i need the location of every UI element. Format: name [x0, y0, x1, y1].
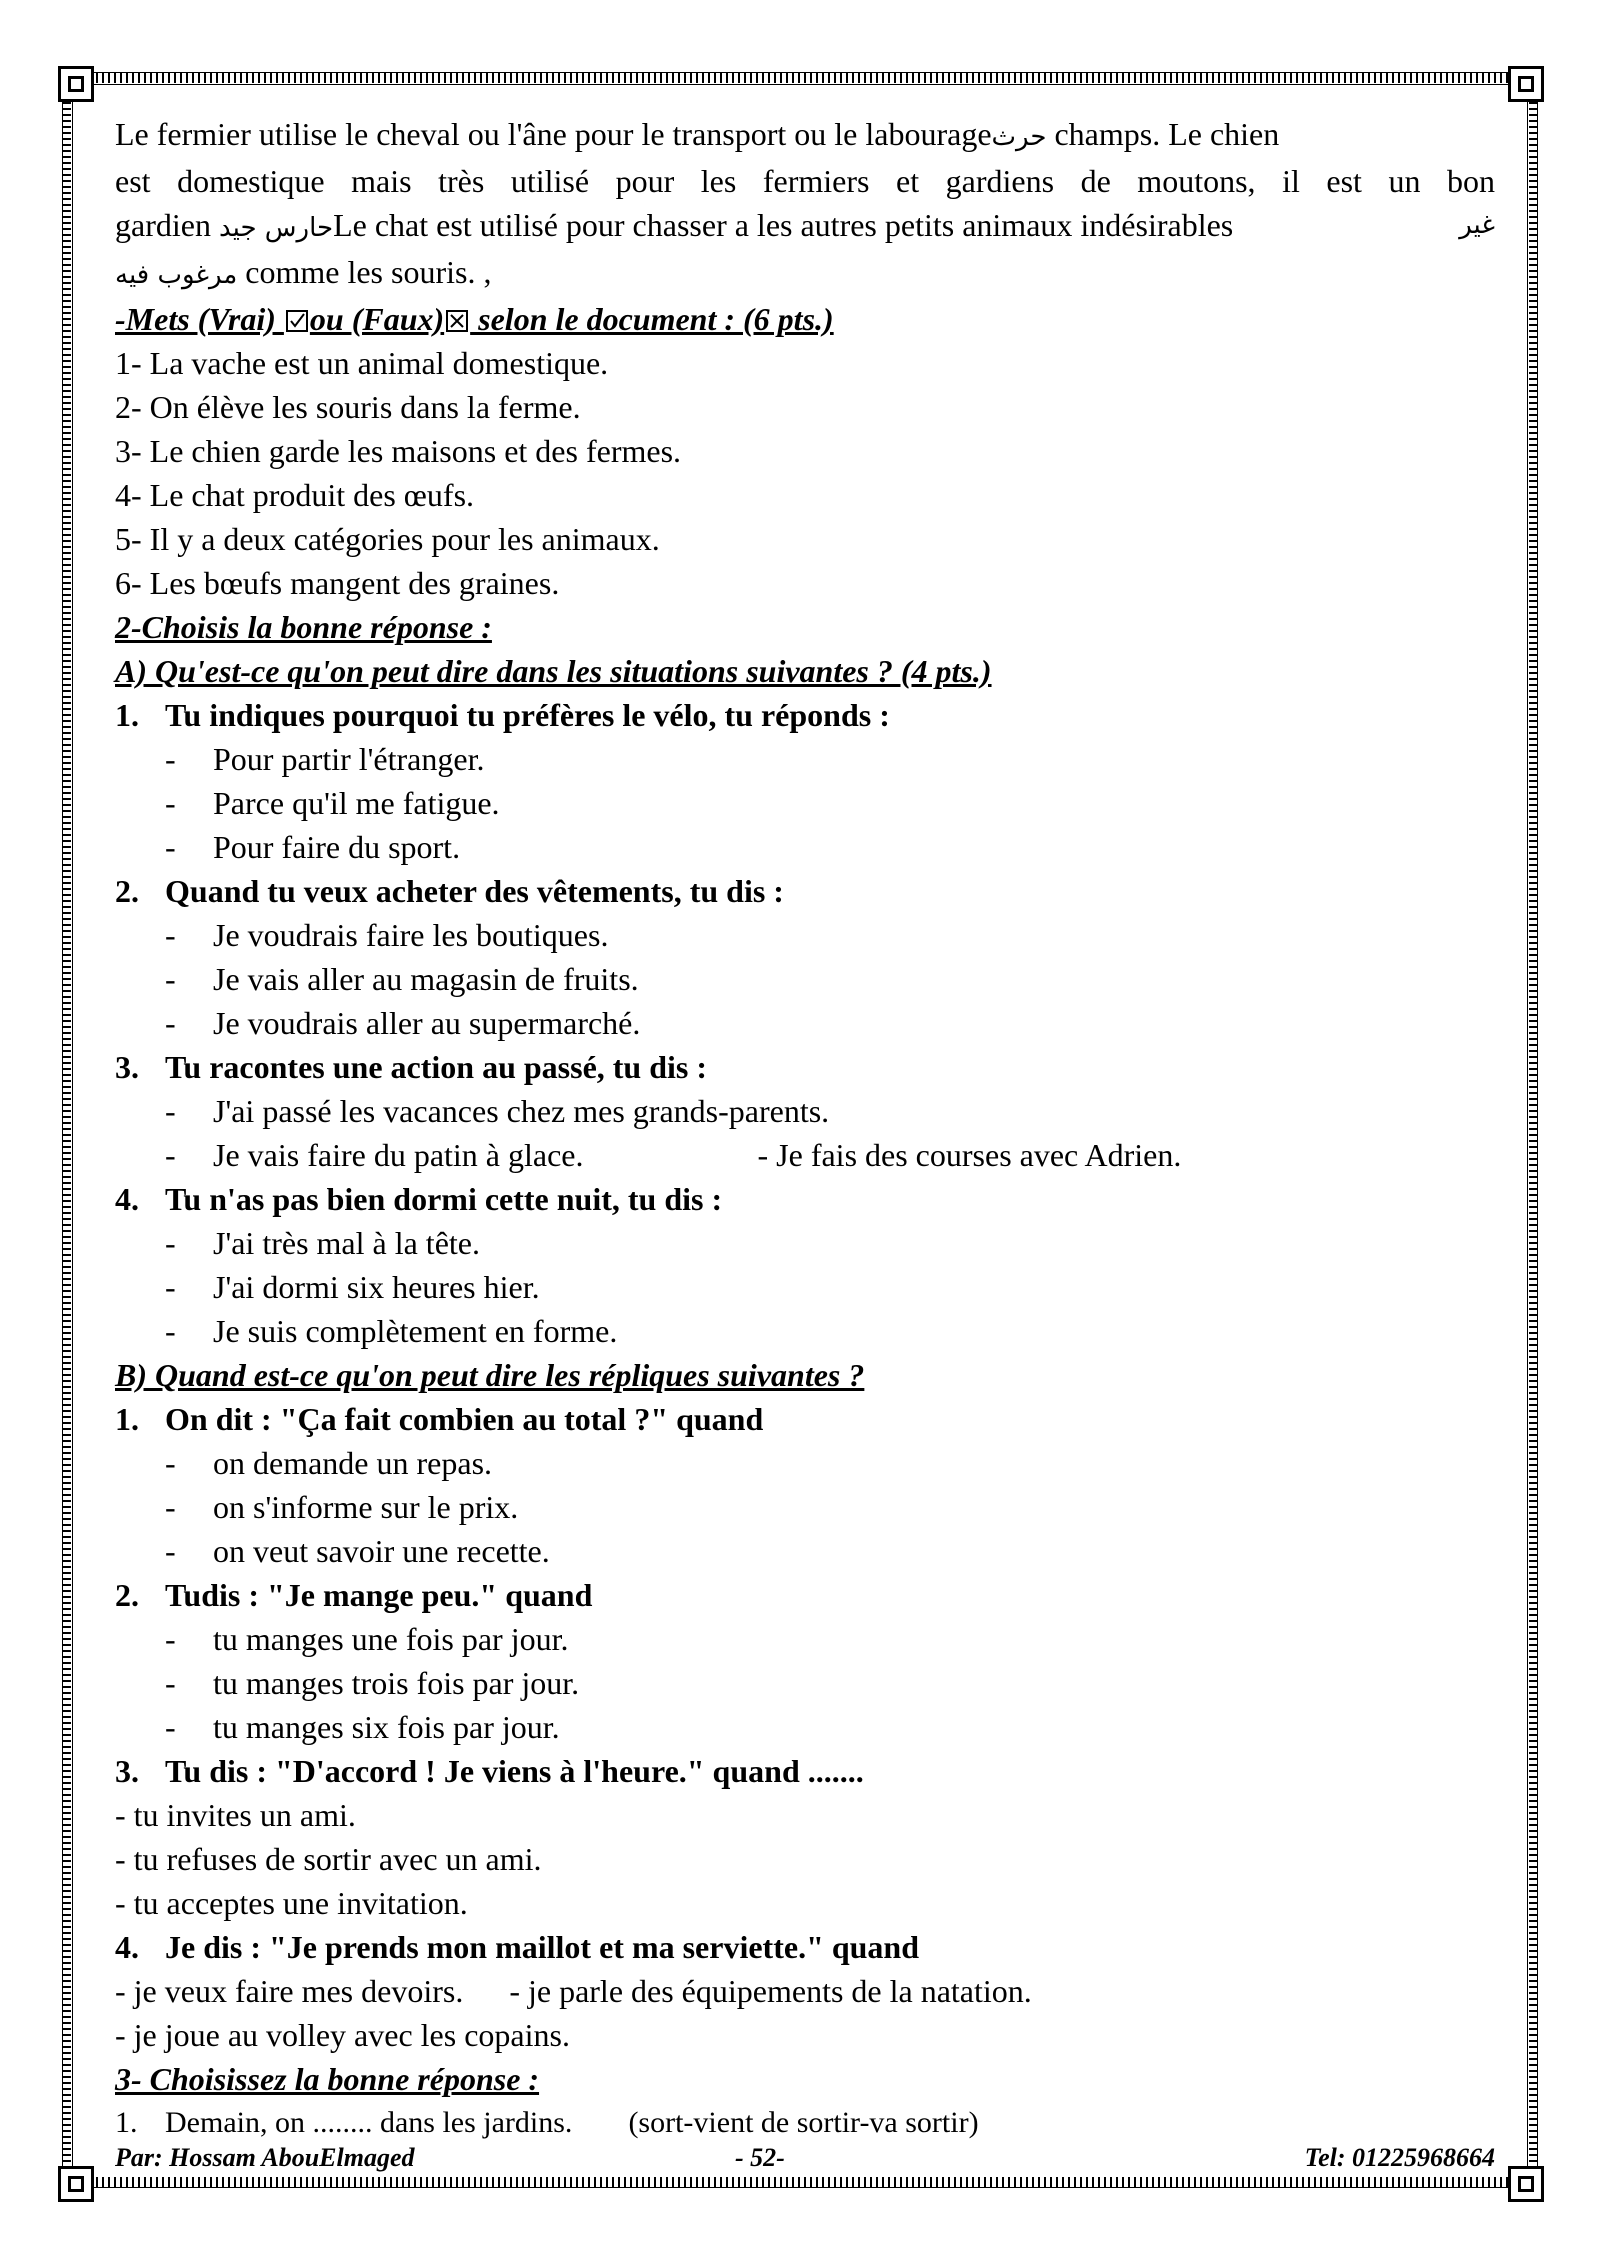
answer-option: - J'ai dormi six heures hier.	[165, 1269, 540, 1305]
answer-option: - Je suis complètement en forme.	[165, 1313, 618, 1349]
answer-option: - J'ai passé les vacances chez mes grands-parents.	[165, 1093, 830, 1129]
statement-item: 1- La vache est un animal domestique.	[115, 345, 609, 381]
statement-item: 4- Le chat produit des œufs.	[115, 477, 475, 513]
checkbox-true-icon	[286, 310, 308, 332]
answer-option: - tu manges six fois par jour.	[165, 1709, 560, 1745]
question-b3: 3. Tu dis : "D'accord ! Je viens à l'heure." quand .......	[115, 1753, 864, 1789]
question-a3: 3. Tu racontes une action au passé, tu dis :	[115, 1049, 708, 1085]
answer-option: - on s'informe sur le prix.	[165, 1489, 519, 1525]
answer-option: - Pour partir l'étranger.	[165, 741, 485, 777]
question-b2: 2. Tudis : "Je mange peu." quand	[115, 1577, 593, 1613]
section-3-title: 3- Choisissez la bonne réponse :	[115, 2061, 540, 2097]
section-2-title: 2-Choisis la bonne réponse :	[115, 609, 492, 645]
answer-option: - Je voudrais faire les boutiques.	[165, 917, 609, 953]
border-pattern-right	[1529, 98, 1537, 2168]
intro-line-2: est domestique mais très utilisé pour les fermiers et gardiens de moutons, il est un bon	[115, 163, 1495, 199]
answer-option: - on veut savoir une recette.	[165, 1533, 550, 1569]
question-a2: 2. Quand tu veux acheter des vêtements, tu dis :	[115, 873, 784, 909]
corner-ornament-bottom-right	[1508, 2166, 1544, 2202]
worksheet-content	[115, 112, 1495, 2145]
answer-option: - Je vais aller au magasin de fruits.	[165, 961, 639, 997]
intro-line-3: gardien حارس جيدLe chat est utilisé pour chasser a les autres petits animaux indésirables غير	[115, 207, 1495, 243]
statement-item: 5- Il y a deux catégories pour les animaux.	[115, 521, 660, 557]
answer-option: - je veux faire mes devoirs. - je parle des équipements de la natation.	[115, 1973, 1032, 2009]
answer-option: - Je vais faire du patin à glace. - Je fais des courses avec Adrien.	[165, 1137, 1182, 1173]
answer-option: - je joue au volley avec les copains.	[115, 2017, 570, 2053]
border-pattern-bottom	[90, 2177, 1510, 2187]
border-pattern-left	[63, 98, 71, 2168]
border-pattern-top	[90, 73, 1510, 83]
statement-item: 2- On élève les souris dans la ferme.	[115, 389, 581, 425]
footer-author: Par: Hossam AbouElmaged	[115, 2143, 415, 2172]
corner-ornament-top-right	[1508, 66, 1544, 102]
answer-option: - Parce qu'il me fatigue.	[165, 785, 500, 821]
corner-ornament-top-left	[58, 66, 94, 102]
question-a4: 4. Tu n'as pas bien dormi cette nuit, tu dis :	[115, 1181, 723, 1217]
answer-option: - tu acceptes une invitation.	[115, 1885, 468, 1921]
answer-option: - J'ai très mal à la tête.	[165, 1225, 480, 1261]
footer-page-number: - 52-	[735, 2143, 785, 2172]
answer-option: - Je voudrais aller au supermarché.	[165, 1005, 641, 1041]
answer-option: - tu manges trois fois par jour.	[165, 1665, 580, 1701]
part-b-title: B) Quand est-ce qu'on peut dire les répliques suivantes ?	[115, 1357, 865, 1393]
question-b4: 4. Je dis : "Je prends mon maillot et ma serviette." quand	[115, 1929, 920, 1965]
statement-item: 6- Les bœufs mangent des graines.	[115, 565, 560, 601]
part-a-title: A) Qu'est-ce qu'on peut dire dans les situations suivantes ? (4 pts.)	[115, 653, 992, 689]
footer-telephone: Tel: 01225968664	[1304, 2143, 1495, 2172]
checkbox-false-icon	[446, 310, 468, 332]
intro-line-1: Le fermier utilise le cheval ou l'âne pour le transport ou le labourageحرث champs. Le chien	[115, 116, 1280, 152]
fill-blank-item: 1. Demain, on ........ dans les jardins. (sort-vient de sortir-va sortir)	[115, 2106, 979, 2139]
intro-line-4: مرغوب فيه comme les souris. ,	[115, 254, 492, 290]
section-1-title: -Mets (Vrai) ou (Faux) selon le document : (6 pts.)	[115, 301, 834, 337]
statement-item: 3- Le chien garde les maisons et des fermes.	[115, 433, 682, 469]
corner-ornament-bottom-left	[58, 2166, 94, 2202]
answer-option: - tu manges une fois par jour.	[165, 1621, 569, 1657]
question-a1: 1. Tu indiques pourquoi tu préfères le vélo, tu réponds :	[115, 697, 890, 733]
answer-option: - Pour faire du sport.	[165, 829, 461, 865]
answer-option: - tu invites un ami.	[115, 1797, 356, 1833]
answer-option: - on demande un repas.	[165, 1445, 493, 1481]
answer-option: - tu refuses de sortir avec un ami.	[115, 1841, 542, 1877]
question-b1: 1. On dit : "Ça fait combien au total ?" quand	[115, 1401, 764, 1437]
